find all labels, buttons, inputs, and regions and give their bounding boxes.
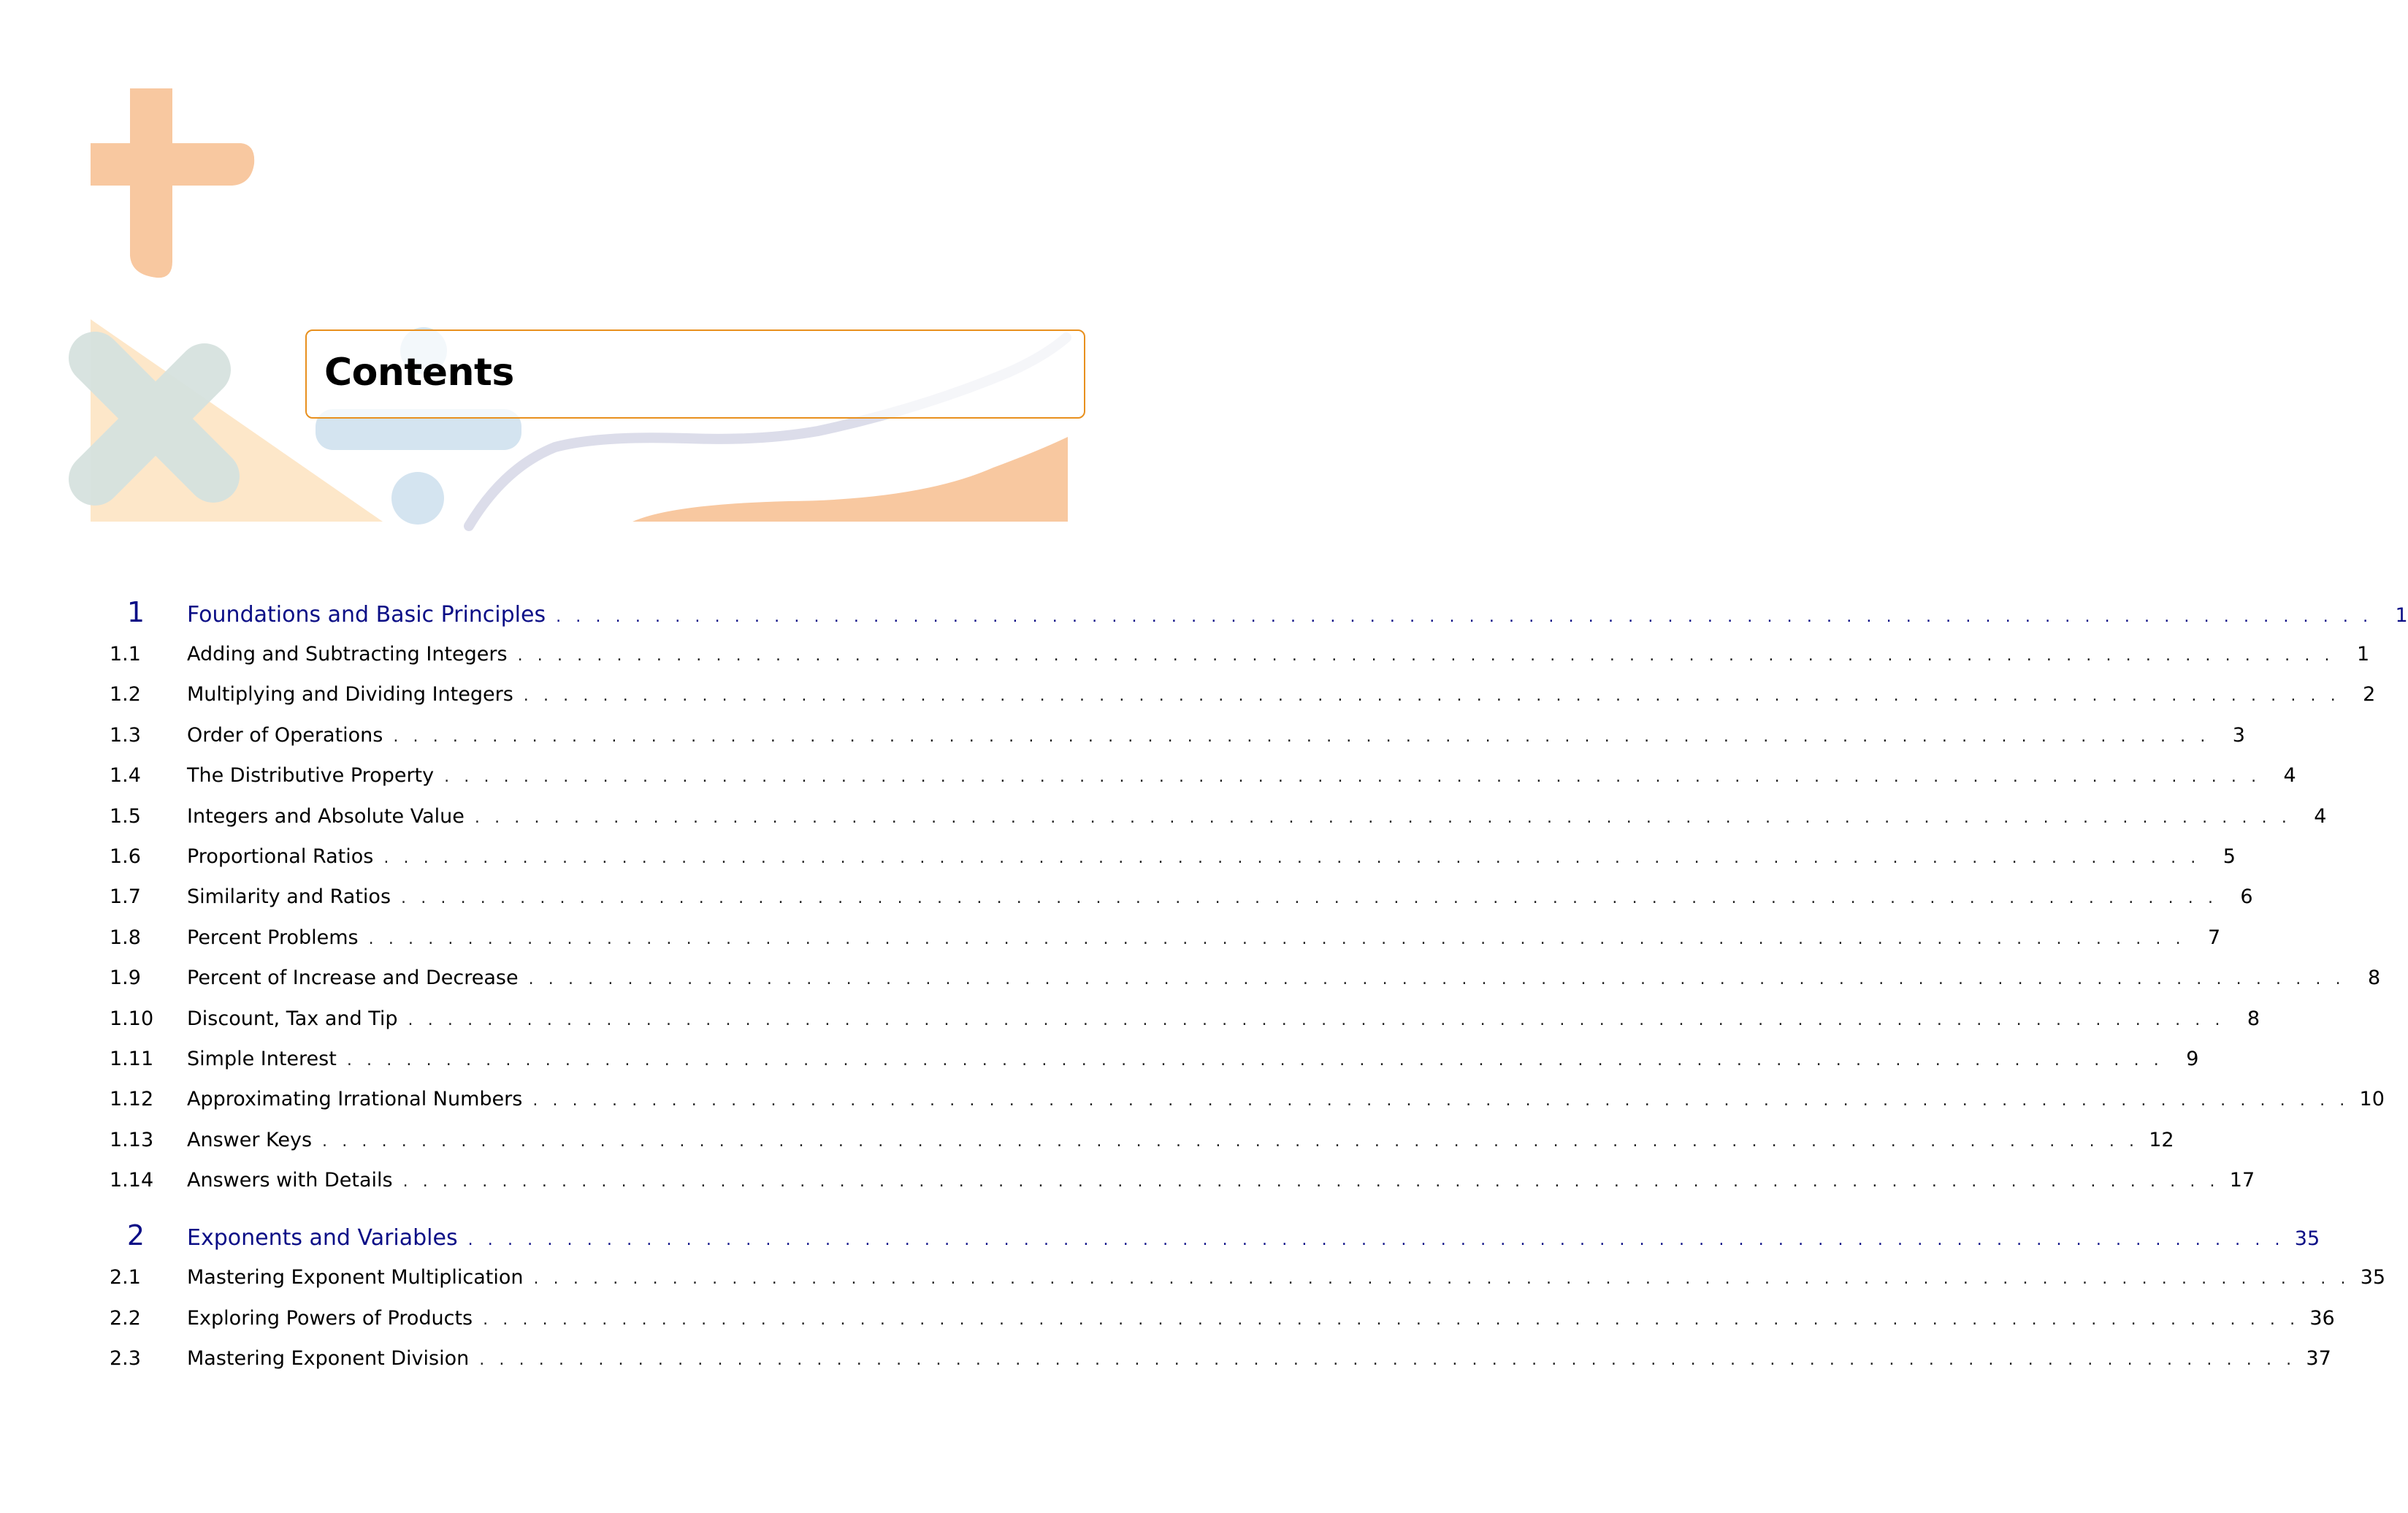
section-number: 1.10 <box>110 1007 154 1030</box>
section-number: 1.4 <box>110 764 141 788</box>
section-entry[interactable] <box>110 1257 2386 1297</box>
page-title: Contents <box>324 351 514 395</box>
section-entry[interactable] <box>110 1298 2335 1338</box>
section-number: 1.12 <box>110 1088 154 1111</box>
dot-leader: . . . . . . . . . . . . . . . . . . . . . . . . . . . . . . . . . . . . . . . . . . . . . . . . . . . . . . . . . . . . . . . . . . . . . . . . . . . . . . . . . . . . . . . . . . . . <box>322 1132 2139 1151</box>
dot-leader: . . . . . . . . . . . . . . . . . . . . . . . . . . . . . . . . . . . . . . . . . . . . . . . . . . . . . . . . . . . . . . . . . . . . . . . . . . . . . . . . . . . . . . . . . . . . <box>467 1231 2285 1250</box>
section-number: 2.3 <box>110 1347 141 1371</box>
dot-leader: . . . . . . . . . . . . . . . . . . . . . . . . . . . . . . . . . . . . . . . . . . . . . . . . . . . . . . . . . . . . . . . . . . . . . . . . . . . . . . . . . . . . . . . . . . . . <box>393 727 2210 746</box>
section-entry[interactable] <box>110 674 2376 714</box>
section-number: 1.5 <box>110 804 141 828</box>
section-number: 2.1 <box>110 1266 141 1289</box>
section-entry[interactable] <box>110 715 2245 755</box>
section-page-number[interactable]: 7 <box>2208 926 2221 949</box>
dot-leader: . . . . . . . . . . . . . . . . . . . . . . . . . . . . . . . . . . . . . . . . . . . . . . . . . . . . . . . . . . . . . . . . . . . . . . . . . . . . . . . . . . . . . . . . . . . . <box>523 687 2341 706</box>
section-entry[interactable] <box>110 999 2260 1039</box>
section-entry[interactable] <box>110 1338 2331 1379</box>
section-page-number[interactable]: 35 <box>2360 1266 2386 1289</box>
section-title[interactable]: The Distributive Property <box>187 764 435 788</box>
chapter-title[interactable]: Foundations and Basic Principles <box>187 602 546 628</box>
section-entry[interactable] <box>110 1039 2199 1079</box>
section-page-number[interactable]: 4 <box>2314 804 2327 828</box>
dot-leader: . . . . . . . . . . . . . . . . . . . . . . . . . . . . . . . . . . . . . . . . . . . . . . . . . . . . . . . . . . . . . . . . . . . . . . . . . . . . . . . . . . . . . . . . . . . . <box>346 1051 2164 1070</box>
section-page-number[interactable]: 8 <box>2247 1007 2260 1030</box>
section-number: 1.3 <box>110 723 141 747</box>
dot-leader: . . . . . . . . . . . . . . . . . . . . . . . . . . . . . . . . . . . . . . . . . . . . . . . . . . . . . . . . . . . . . . . . . . . . . . . . . . . . . . . . . . . . . . . . . . . . <box>533 1270 2351 1289</box>
section-page-number[interactable]: 8 <box>2367 967 2381 990</box>
dot-leader: . . . . . . . . . . . . . . . . . . . . . . . . . . . . . . . . . . . . . . . . . . . . . . . . . . . . . . . . . . . . . . . . . . . . . . . . . . . . . . . . . . . . . . . . . . . . <box>474 808 2292 827</box>
chapter-page-number[interactable]: 35 <box>2294 1227 2320 1251</box>
dot-leader: . . . . . . . . . . . . . . . . . . . . . . . . . . . . . . . . . . . . . . . . . . . . . . . . . . . . . . . . . . . . . . . . . . . . . . . . . . . . . . . . . . . . . . . . . . . . <box>532 1091 2350 1110</box>
section-number: 2.2 <box>110 1306 141 1330</box>
section-page-number[interactable]: 36 <box>2309 1306 2335 1330</box>
section-entry[interactable] <box>110 634 2370 674</box>
section-title[interactable]: Order of Operations <box>187 723 383 747</box>
section-number: 1.8 <box>110 926 141 949</box>
contents-title-box <box>305 329 1085 419</box>
section-number: 1.2 <box>110 683 141 706</box>
dot-leader: . . . . . . . . . . . . . . . . . . . . . . . . . . . . . . . . . . . . . . . . . . . . . . . . . . . . . . . . . . . . . . . . . . . . . . . . . . . . . . . . . . . . . . . . . . . . <box>444 768 2261 787</box>
section-page-number[interactable]: 1 <box>2356 643 2370 666</box>
dot-leader: . . . . . . . . . . . . . . . . . . . . . . . . . . . . . . . . . . . . . . . . . . . . . . . . . . . . . . . . . . . . . . . . . . . . . . . . . . . . . . . . . . . . . . . . . . . . <box>479 1351 2296 1370</box>
section-title[interactable]: Answer Keys <box>187 1128 313 1151</box>
section-entry[interactable] <box>110 755 2296 796</box>
section-number: 1.14 <box>110 1169 154 1192</box>
section-title[interactable]: Integers and Absolute Value <box>187 804 465 828</box>
section-title[interactable]: Proportional Ratios <box>187 845 374 868</box>
section-page-number[interactable]: 10 <box>2359 1088 2385 1111</box>
chapter-number-text: 1 <box>126 596 145 628</box>
chapter-entry[interactable] <box>110 1213 2320 1257</box>
dot-leader: . . . . . . . . . . . . . . . . . . . . . . . . . . . . . . . . . . . . . . . . . . . . . . . . . . . . . . . . . . . . . . . . . . . . . . . . . . . . . . . . . . . . . . . . . . . . <box>401 889 2218 908</box>
section-number: 1.1 <box>110 643 141 666</box>
section-page-number[interactable]: 4 <box>2283 764 2296 788</box>
dot-leader: . . . . . . . . . . . . . . . . . . . . . . . . . . . . . . . . . . . . . . . . . . . . . . . . . . . . . . . . . . . . . . . . . . . . . . . . . . . . . . . . . . . . . . . . . . . . <box>402 1173 2220 1192</box>
header-banner <box>0 0 1169 541</box>
section-page-number[interactable]: 37 <box>2306 1347 2331 1371</box>
section-title[interactable]: Percent of Increase and Decrease <box>187 967 519 990</box>
section-title[interactable]: Multiplying and Dividing Integers <box>187 683 513 706</box>
section-title[interactable]: Percent Problems <box>187 926 359 949</box>
dot-leader: . . . . . . . . . . . . . . . . . . . . . . . . . . . . . . . . . . . . . . . . . . . . . . . . . . . . . . . . . . . . . . . . . . . . . . . . . . . . . . . . . . . . . . . . . . . . <box>528 970 2346 989</box>
section-page-number[interactable]: 2 <box>2363 683 2376 706</box>
section-title[interactable]: Exploring Powers of Products <box>187 1306 473 1330</box>
section-page-number[interactable]: 9 <box>2186 1047 2199 1070</box>
section-number: 1.9 <box>110 967 141 990</box>
section-entry[interactable] <box>110 877 2253 917</box>
dot-leader: . . . . . . . . . . . . . . . . . . . . . . . . . . . . . . . . . . . . . . . . . . . . . . . . . . . . . . . . . . . . . . . . . . . . . . . . . . . . . . . . . . . . . . . . . . . . <box>408 1010 2225 1029</box>
section-entry[interactable] <box>110 1120 2174 1160</box>
orange-hill-shape <box>632 437 1068 522</box>
chapter-number-text: 2 <box>126 1219 145 1252</box>
chapter-page-number[interactable]: 1 <box>2395 604 2408 627</box>
section-title[interactable]: Approximating Irrational Numbers <box>187 1088 523 1111</box>
section-page-number[interactable]: 6 <box>2240 885 2253 909</box>
dot-leader: . . . . . . . . . . . . . . . . . . . . . . . . . . . . . . . . . . . . . . . . . . . . . . . . . . . . . . . . . . . . . . . . . . . . . . . . . . . . . . . . . . . . . . . . . . . . <box>483 1310 2300 1329</box>
section-number: 1.6 <box>110 845 141 868</box>
section-title[interactable]: Adding and Subtracting Integers <box>187 643 508 666</box>
section-entry[interactable] <box>110 958 2381 998</box>
dot-leader: . . . . . . . . . . . . . . . . . . . . . . . . . . . . . . . . . . . . . . . . . . . . . . . . . . . . . . . . . . . . . . . . . . . . . . . . . . . . . . . . . . . . . . . . . . . . <box>556 608 2373 626</box>
section-title[interactable]: Similarity and Ratios <box>187 885 391 909</box>
dot-leader: . . . . . . . . . . . . . . . . . . . . . . . . . . . . . . . . . . . . . . . . . . . . . . . . . . . . . . . . . . . . . . . . . . . . . . . . . . . . . . . . . . . . . . . . . . . . <box>517 647 2335 665</box>
section-page-number[interactable]: 3 <box>2232 723 2245 747</box>
section-number: 1.13 <box>110 1128 154 1151</box>
chapter-number <box>110 1213 187 1257</box>
section-title[interactable]: Mastering Exponent Division <box>187 1347 470 1371</box>
dot-leader: . . . . . . . . . . . . . . . . . . . . . . . . . . . . . . . . . . . . . . . . . . . . . . . . . . . . . . . . . . . . . . . . . . . . . . . . . . . . . . . . . . . . . . . . . . . . <box>383 848 2201 867</box>
section-page-number[interactable]: 5 <box>2222 845 2236 868</box>
chapter-title[interactable]: Exponents and Variables <box>187 1225 458 1251</box>
section-entry[interactable] <box>110 1160 2255 1200</box>
section-title[interactable]: Discount, Tax and Tip <box>187 1007 398 1030</box>
section-entry[interactable] <box>110 1079 2385 1119</box>
section-entry[interactable] <box>110 836 2236 877</box>
section-number: 1.11 <box>110 1047 154 1070</box>
section-title[interactable]: Answers with Details <box>187 1169 393 1192</box>
plus-sign-icon <box>91 88 254 278</box>
chapter-entry[interactable] <box>110 590 2408 634</box>
chapter-number <box>110 590 187 634</box>
section-title[interactable]: Simple Interest <box>187 1047 337 1070</box>
section-title[interactable]: Mastering Exponent Multiplication <box>187 1266 524 1289</box>
dot-leader: . . . . . . . . . . . . . . . . . . . . . . . . . . . . . . . . . . . . . . . . . . . . . . . . . . . . . . . . . . . . . . . . . . . . . . . . . . . . . . . . . . . . . . . . . . . . <box>368 929 2186 948</box>
section-page-number[interactable]: 12 <box>2149 1128 2174 1151</box>
section-entry[interactable] <box>110 918 2221 958</box>
section-number: 1.7 <box>110 885 141 909</box>
section-page-number[interactable]: 17 <box>2229 1169 2255 1192</box>
table-of-contents <box>110 590 2408 1379</box>
section-entry[interactable] <box>110 796 2327 836</box>
